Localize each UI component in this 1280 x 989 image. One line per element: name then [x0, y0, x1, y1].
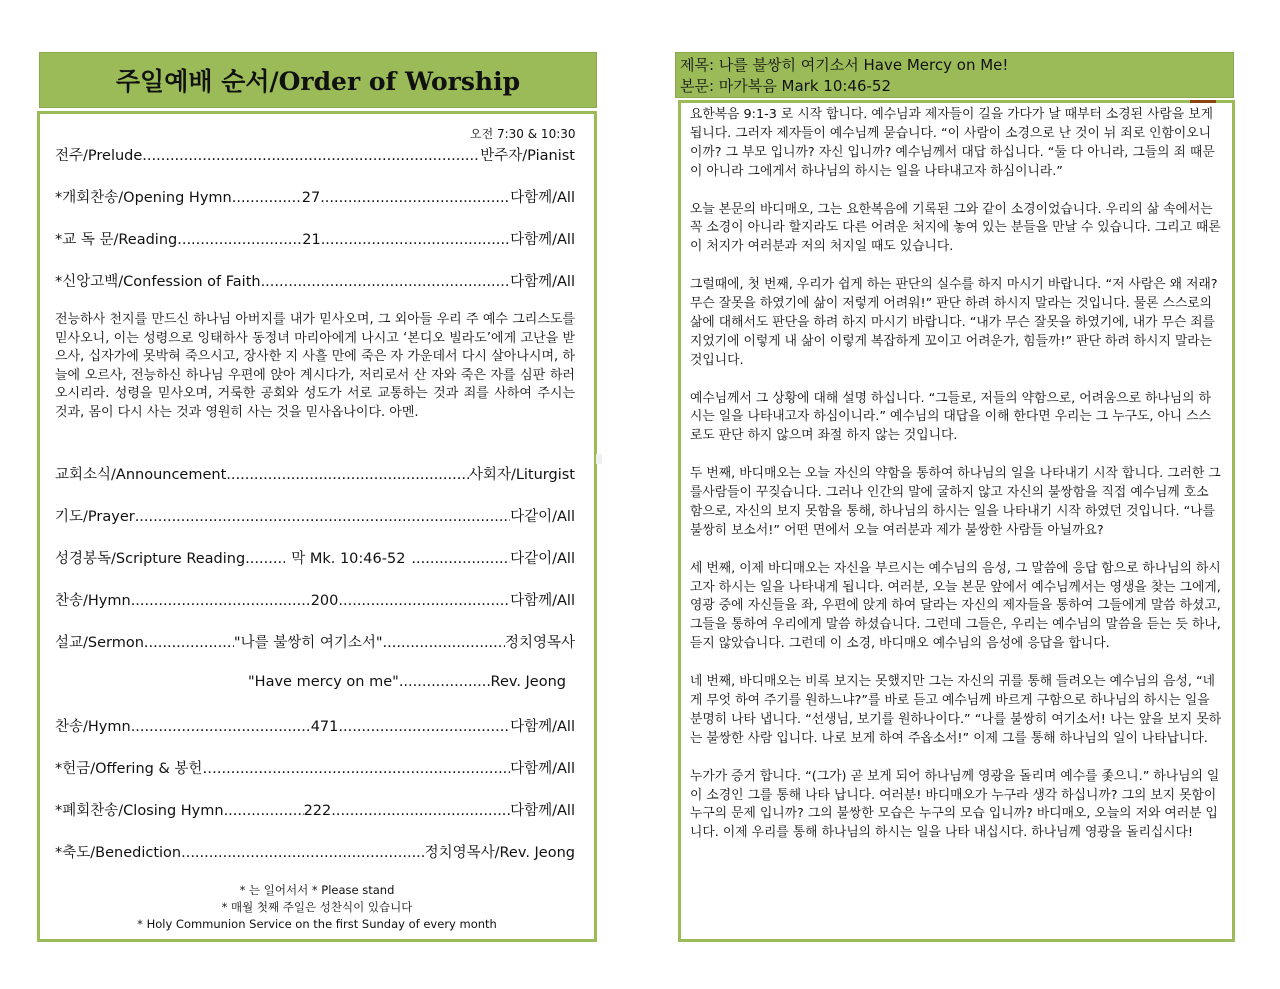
order-item-sermon-english: "Have mercy on me" ..... Rev. Jeong — [248, 674, 566, 690]
service-times: 오전 7:30 & 10:30 — [470, 127, 576, 141]
sermon-paragraph: 요한복음 9:1-3 로 시작 합니다. 예수님과 제자들이 길을 가다가 날 때부터 소경된 사람을 보게 됩니다. 그러자 제자들이 예수님께 묻습니다. “이 사람이 소경으로 난 것이 뉘 죄로 인함이오니이까? 그 부모 입니까? 자신 입니까? 예수님께서 대답 하십니다. “둘 다 아니라, 그들의 죄 때문이 아니라 그에게서 하나님의 하시는 일을 나타내고자 하심이니라.” — [690, 107, 1215, 179]
left-title-banner — [39, 52, 597, 108]
note-communion-ko: * 매월 첫째 주일은 성찬식이 있습니다 — [221, 900, 413, 914]
order-item-prelude: 전주/Prelude ..... 반주자/Pianist — [55, 144, 575, 165]
apostles-creed: 전능하사 천지를 만드신 하나님 아버지를 내가 믿사오며, 그 외아들 우리 주 예수 그리스도를 믿사오니, 이는 성령으로 잉태하사 동정녀 마리아에게 나시고 ‘본디오 빌라도’에게 고난을 받으사, 십자가에 못박혀 죽으시고, 장사한 지 사흘 만에 죽은 자 가운데서 다시 살아나시며, 하늘에 오르사, 전능하신 하나님 우편에 앉아 계시다가, 저리로서 산 자와 죽은 자를 심판 하러 오시리라. 성령을 믿사오며, 거룩한 공회와 성도가 서로 교통하는 것과 죄를 사하여 주시는 것과, 몸이 다시 사는 것과 영원히 사는 것을 믿사옵나이다. 아멘. — [55, 312, 575, 420]
sermon-title: 제목: 나를 불쌍히 여기소서 Have Mercy on Me! — [680, 56, 1009, 74]
accent-bar — [1190, 100, 1216, 103]
fold-mark — [596, 454, 602, 464]
order-item-sermon: 설교/Sermon ..... "나를 불쌍히 여기소서" ..... 정치영목사 — [55, 631, 575, 652]
order-item-benediction: *축도/Benediction ..... 정치영목사/Rev. Jeong — [55, 841, 575, 862]
order-item-offering: *헌금/Offering & 봉헌… ..... 다함께/All — [55, 757, 575, 778]
sermon-paragraph: 오늘 본문의 바디매오, 그는 요한복음에 기록된 그와 같이 소경이었습니다. 우리의 삶 속에서는 꼭 소경이 아니라 할지라도 다른 어려운 처지에 놓여 있는 분들을 만날 수 있습니다. 그리고 때론 이 처지가 여러분과 저의 처지일 때도 있습니다. — [690, 201, 1221, 255]
sermon-scripture: 본문: 마가복음 Mark 10:46-52 — [680, 77, 892, 95]
sermon-paragraph: 두 번째, 바디매오는 오늘 자신의 약함을 통하여 하나님의 일을 나타내기 시작 합니다. 그러한 그를사람들이 꾸짖습니다. 그러나 인간의 말에 굴하지 않고 자신의 불쌍함을 직접 예수님께 호소 함으로, 자신의 보지 못함을 통해, 하나님의 하시는 일을 나타내기 시작 하였던 것입니다. “나를 불쌍히 보소서!” 어떤 면에서 오늘 여러분과 제가 불쌍한 사람들 아닐까요? — [690, 466, 1221, 538]
sermon-paragraph: 세 번째, 이제 바디매오는 자신을 부르시는 예수님의 음성, 그 말씀에 응답 함으로 하나님의 하시고자 하시는 일을 나타내게 됩니다. 여러분, 오늘 본문 앞에서 예수님께서는 영생을 찾는 그에게, 영광 중에 자신들을 좌, 우편에 앉게 하여 달라는 자신의 제자들을 통하여 그들에게 말씀 하셨고, 그들을 통하여 우리에게 말씀 하셨습니다. 그런데 그들은, 우리는 예수님의 말씀을 듣는 듯 하나, 듣지 않았습니다. 그런데 이 소경, 바디매오 예수님의 음성에 응답을 합니다. — [690, 560, 1221, 652]
sermon-paragraph: 예수님께서 그 상황에 대해 설명 하십니다. “그들로, 저들의 약함으로, 어려움으로 하나님의 하시는 일을 나타내고자 하심이니라.” 예수님의 대답을 이해 한다면 우리는 그 누구도, 아니 스스로도 판단 하지 않으며 좌절 하지 않는 것입니다. — [690, 390, 1211, 444]
note-stand: * 는 일어서서 * Please stand — [239, 883, 395, 897]
order-item-scripture: 성경봉독/Scripture Reading ..... 막 Mk. 10:46-52 ..... 다같이/All — [55, 547, 575, 568]
page-title: 주일예배 순서/Order of Worship — [115, 67, 521, 96]
sermon-paragraph: 네 번째, 바디매오는 비록 보지는 못했지만 그는 자신의 귀를 통해 들려오는 예수님의 음성, “네게 무엇 하여 주기를 원하느냐?”를 바로 듣고 예수님께 바르게 구함으로 하나님의 하시는 일을 분명히 나타 냅니다. “선생님, 보기를 원하나이다.” “나를 불쌍히 여기소서! 나는 앞을 보지 못하는 불쌍한 사람 입니다. 나로 보게 하여 주옵소서!” 이제 그를 통해 하나님의 일이 나타납니다. — [690, 674, 1222, 746]
sermon-body — [690, 106, 1223, 862]
order-item-closing-hymn: *폐회찬송/Closing Hymn ..... 222 ..... 다함께/All — [55, 799, 575, 820]
sermon-paragraph: 그럴때에, 첫 번째, 우리가 쉽게 하는 판단의 실수를 하지 마시기 바랍니다. “저 사람은 왜 저래? 무슨 잘못을 하였기에 삶이 저렇게 어려워!” 판단 하려 하시지 말라는 것입니다. 물론 스스로의 삶에 대해서도 판단을 하려 하지 마시기 바랍니다. “내가 무슨 잘못을 하였기에, 내가 무슨 죄를 지었기에 이렇게 내 삶이 이렇게 복잡하게 꼬이고 어려운가, 힘들까!” 판단 하려 하시지 말라는 것입니다. — [690, 277, 1218, 368]
sermon-title-banner — [675, 52, 1234, 98]
order-item-opening-hymn: *개회찬송/Opening Hymn ..... 27 ..... 다함께/All — [55, 186, 575, 207]
worship-notes — [40, 882, 594, 933]
order-item-hymn-471: 찬송/Hymn ..... 471 ..... 다함께/All — [55, 715, 575, 736]
order-item-hymn-200: 찬송/Hymn ..... 200 ..... 다함께/All — [55, 589, 575, 610]
order-item-reading: *교 독 문/Reading ..... 21 ..... 다함께/All — [55, 228, 575, 249]
order-item-announcement: 교회소식/Announcement ..... 사회자/Liturgist — [55, 463, 575, 484]
sermon-paragraph: 누가가 증거 합니다. “(그가) 곧 보게 되어 하나님께 영광을 돌리며 예수를 좇으니.” 하나님의 일이 소경인 그를 통해 나타 납니다. 여러분! 바디매오가 누구라 생각 하십니까? 그의 보지 못함이 누구의 문제 입니까? 그의 불쌍한 모습은 누구의 모습 입니까? 바디매오, 오늘의 저와 여러분 입니다. 이제 우리를 통해 하나님의 하시는 일을 나타 내십시다. 하나님께 영광을 돌리십시다! — [690, 768, 1220, 841]
order-item-prayer: 기도/Prayer ..... 다같이/All — [55, 505, 575, 526]
order-item-confession: *신앙고백/Confession of Faith ..... 다함께/All — [55, 270, 575, 291]
note-communion-en: * Holy Communion Service on the first Sunday of every month — [137, 917, 497, 931]
